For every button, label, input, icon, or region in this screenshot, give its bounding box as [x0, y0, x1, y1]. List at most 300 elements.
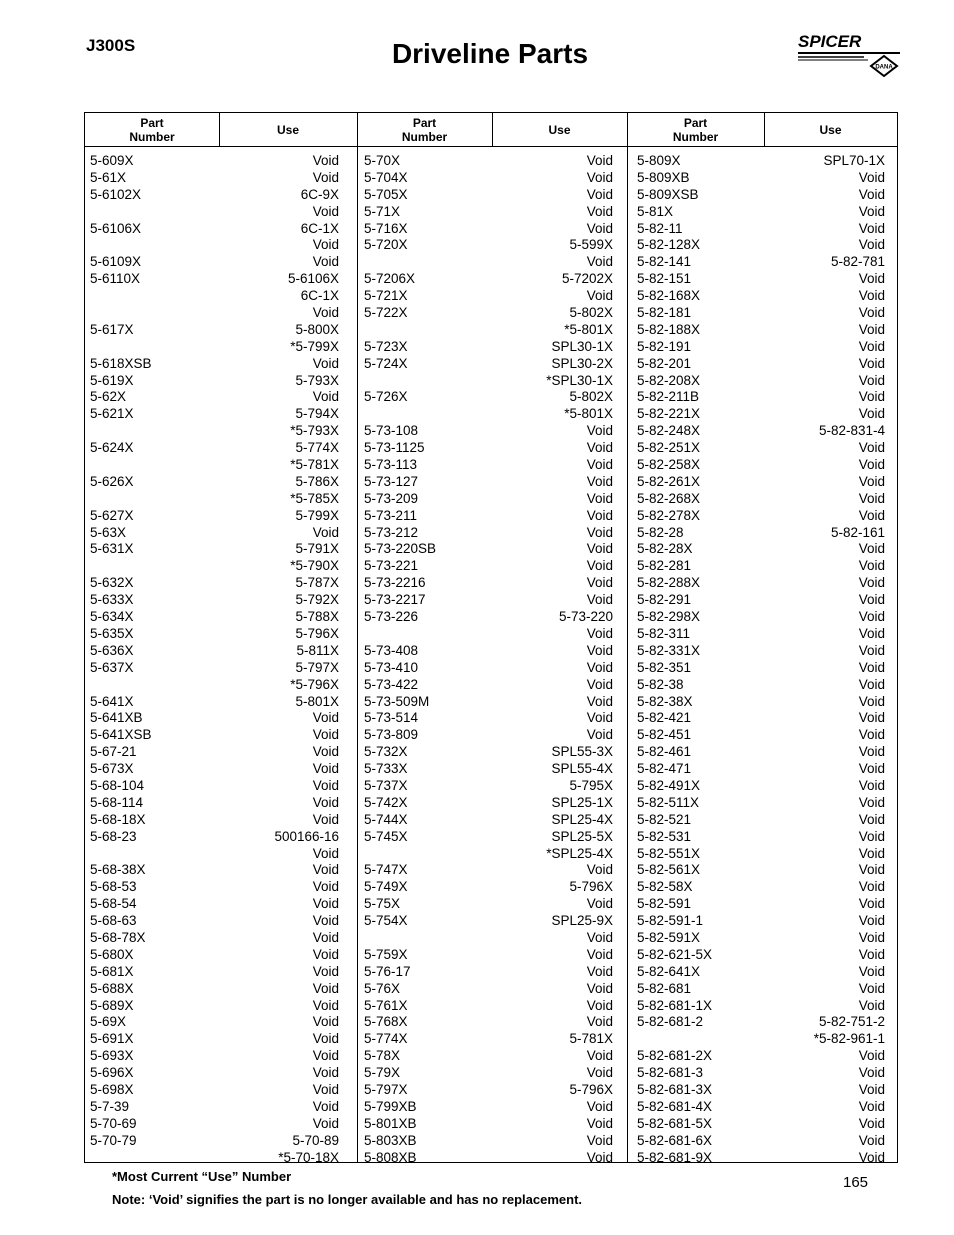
table-row: [637, 288, 885, 305]
part-number: 5-726X: [364, 389, 408, 405]
use-value: Void: [312, 811, 339, 827]
use-value: Void: [586, 1048, 613, 1064]
use-value: Void: [858, 761, 885, 777]
part-number: 5-82-288X: [637, 575, 701, 591]
use-value: 5-799X: [295, 507, 339, 523]
part-number: 5-82-641X: [637, 963, 701, 979]
table-row: [364, 727, 613, 744]
use-value: Void: [858, 541, 885, 557]
part-number: 5-82-168X: [637, 288, 701, 304]
use-value: Void: [858, 811, 885, 827]
use-value: Void: [858, 237, 885, 253]
part-number: 5-82-298X: [637, 609, 701, 625]
table-row: [90, 964, 339, 981]
part-number: 5-799XB: [364, 1098, 417, 1114]
use-value: Void: [312, 727, 339, 743]
table-row: [364, 457, 613, 474]
use-value: Void: [312, 1115, 339, 1131]
header-part-number-2: Part Number: [401, 115, 448, 144]
table-row: [364, 1082, 613, 1099]
part-number: 5-82-268X: [637, 490, 701, 506]
table-row: [364, 710, 613, 727]
page-title: Driveline Parts: [391, 38, 589, 69]
part-number: 5-624X: [90, 440, 134, 456]
use-value: SPL25-5X: [551, 828, 613, 844]
table-row: [364, 694, 613, 711]
header-use-1: Use: [276, 122, 299, 137]
use-value: 5-781X: [569, 1031, 613, 1047]
table-row: [90, 1031, 339, 1048]
part-number: 5-62X: [90, 389, 127, 405]
table-row: [637, 727, 885, 744]
part-number: 5-67-21: [90, 744, 137, 760]
part-number: 5-82-681: [637, 980, 692, 996]
table-row: [90, 187, 339, 204]
use-value: Void: [858, 575, 885, 591]
part-number: 5-761X: [364, 997, 408, 1013]
part-number: 5-82-141: [637, 254, 692, 270]
use-value: Void: [858, 507, 885, 523]
table-row: [90, 373, 339, 390]
use-value: Void: [858, 305, 885, 321]
part-number: 5-7-39: [90, 1098, 130, 1114]
header-divider: [219, 113, 220, 146]
table-row: [364, 440, 613, 457]
table-row: [90, 1116, 339, 1133]
table-row: [364, 508, 613, 525]
use-value: Void: [858, 440, 885, 456]
part-number: 5-70-79: [90, 1132, 137, 1148]
use-value: 5-73-220: [558, 609, 613, 625]
table-row: [637, 1150, 885, 1167]
use-value: Void: [586, 963, 613, 979]
table-row: [364, 541, 613, 558]
table-row: [637, 575, 885, 592]
table-row: [90, 558, 339, 575]
use-value: *5-785X: [290, 490, 339, 506]
part-number: 5-724X: [364, 355, 408, 371]
table-row: [637, 896, 885, 913]
page-number: 165: [843, 1174, 869, 1191]
part-number: 5-723X: [364, 338, 408, 354]
table-row: [637, 643, 885, 660]
table-row: [364, 829, 613, 846]
use-value: Void: [586, 997, 613, 1013]
part-number: 5-704X: [364, 169, 408, 185]
part-number: 5-82-128X: [637, 237, 701, 253]
use-value: Void: [858, 845, 885, 861]
table-row: [364, 1014, 613, 1031]
use-value: 5-794X: [295, 406, 339, 422]
table-row: [637, 879, 885, 896]
use-value: 5-70-89: [292, 1132, 339, 1148]
use-value: Void: [858, 389, 885, 405]
use-value: Void: [312, 862, 339, 878]
part-number: 5-82-351: [637, 659, 692, 675]
table-row: [364, 1150, 613, 1167]
table-row: [364, 1116, 613, 1133]
use-value: Void: [858, 220, 885, 236]
use-value: Void: [858, 1132, 885, 1148]
use-value: SPL70-1X: [823, 153, 885, 168]
part-number: 5-82-251X: [637, 440, 701, 456]
part-number: 5-82-191: [637, 338, 692, 354]
table-row: [364, 288, 613, 305]
use-value: Void: [858, 203, 885, 219]
table-row: [90, 913, 339, 930]
part-number: 5-619X: [90, 372, 134, 388]
table-row: [364, 322, 613, 339]
use-value: 5-82-831-4: [818, 423, 885, 439]
use-value: 5-797X: [295, 659, 339, 675]
table-row: [637, 812, 885, 829]
part-number: 5-617X: [90, 321, 134, 337]
use-value: Void: [858, 980, 885, 996]
part-number: 5-7206X: [364, 271, 416, 287]
use-value: Void: [586, 524, 613, 540]
part-number: 5-680X: [90, 946, 134, 962]
part-number: 5-68-38X: [90, 862, 146, 878]
part-number: 5-68-104: [90, 777, 145, 793]
part-number: 5-82-681-4X: [637, 1098, 713, 1114]
table-row: [364, 389, 613, 406]
use-value: Void: [858, 1149, 885, 1165]
part-number: 5-634X: [90, 609, 134, 625]
part-number: 5-82-38X: [637, 693, 693, 709]
parts-column-3: [637, 153, 885, 1166]
part-number: 5-73-226: [364, 609, 419, 625]
table-row: [364, 170, 613, 187]
spicer-logo-text: SPICER: [798, 32, 862, 51]
part-number: 5-631X: [90, 541, 134, 557]
use-value: Void: [312, 896, 339, 912]
use-value: *5-70-18X: [278, 1149, 339, 1165]
table-row: [637, 1116, 885, 1133]
table-row: [637, 1048, 885, 1065]
use-value: Void: [312, 710, 339, 726]
use-value: Void: [858, 1081, 885, 1097]
table-row: [637, 271, 885, 288]
use-value: Void: [858, 710, 885, 726]
use-value: Void: [586, 1132, 613, 1148]
part-number: 5-63X: [90, 524, 127, 540]
part-number: 5-774X: [364, 1031, 408, 1047]
table-row: [364, 1065, 613, 1082]
parts-column-2: [364, 153, 613, 1166]
part-number: 5-82-181: [637, 305, 692, 321]
table-row: [90, 710, 339, 727]
use-value: Void: [586, 676, 613, 692]
table-row: [90, 440, 339, 457]
part-number: 5-635X: [90, 625, 134, 641]
use-value: Void: [312, 744, 339, 760]
use-value: Void: [858, 457, 885, 473]
part-number: 5-809XB: [637, 169, 690, 185]
header-part-number-3: Part Number: [672, 115, 719, 144]
table-row: [637, 626, 885, 643]
table-row: [637, 170, 885, 187]
header-use-3: Use: [819, 122, 842, 137]
part-number: 5-82-151: [637, 271, 692, 287]
table-row: [637, 541, 885, 558]
use-value: Void: [858, 609, 885, 625]
part-number: 5-82-681-3X: [637, 1081, 713, 1097]
use-value: Void: [586, 1014, 613, 1030]
part-number: 5-744X: [364, 811, 408, 827]
table-row: [364, 812, 613, 829]
use-value: Void: [586, 288, 613, 304]
part-number: 5-808XB: [364, 1149, 417, 1165]
use-value: Void: [858, 862, 885, 878]
part-number: 5-82-681-6X: [637, 1132, 713, 1148]
use-value: Void: [586, 186, 613, 202]
use-value: Void: [858, 828, 885, 844]
use-value: Void: [586, 473, 613, 489]
use-value: *5-796X: [290, 676, 339, 692]
use-value: *5-82-961-1: [813, 1031, 885, 1047]
part-number: 5-641X: [90, 693, 134, 709]
part-number: 5-76-17: [364, 963, 411, 979]
use-value: Void: [586, 1115, 613, 1131]
table-row: [90, 508, 339, 525]
part-number: 5-82-681-3: [637, 1065, 704, 1081]
use-value: SPL25-1X: [551, 794, 613, 810]
part-number: 5-82-681-2: [637, 1014, 704, 1030]
table-row: [90, 998, 339, 1015]
use-value: Void: [586, 1098, 613, 1114]
table-row: [364, 846, 613, 863]
part-number: 5-82-331X: [637, 642, 701, 658]
table-row: [637, 1014, 885, 1031]
use-value: Void: [312, 963, 339, 979]
part-number: 5-73-220SB: [364, 541, 437, 557]
part-number: 5-73-221: [364, 558, 419, 574]
table-row: [364, 964, 613, 981]
use-value: Void: [312, 997, 339, 1013]
table-row: [364, 795, 613, 812]
part-number: 5-82-58X: [637, 879, 693, 895]
part-number: 5-82-208X: [637, 372, 701, 388]
table-row: [637, 406, 885, 423]
table-row: [90, 1099, 339, 1116]
part-number: 5-82-311: [637, 625, 691, 641]
part-number: 5-809X: [637, 153, 681, 168]
table-row: [637, 1031, 885, 1048]
use-value: Void: [858, 693, 885, 709]
use-value: 5-795X: [569, 777, 613, 793]
use-value: 5-787X: [295, 575, 339, 591]
part-number: 5-82-591X: [637, 929, 701, 945]
table-row: [637, 592, 885, 609]
table-row: [90, 541, 339, 558]
table-row: [364, 660, 613, 677]
table-row: [364, 525, 613, 542]
use-value: Void: [312, 389, 339, 405]
use-value: 5-792X: [295, 592, 339, 608]
use-value: 5-801X: [295, 693, 339, 709]
use-value: Void: [858, 355, 885, 371]
table-row: [90, 1133, 339, 1150]
table-row: [90, 322, 339, 339]
table-row: [364, 1099, 613, 1116]
use-value: Void: [858, 659, 885, 675]
use-value: SPL30-1X: [551, 338, 613, 354]
table-row: [364, 643, 613, 660]
table-row: [637, 660, 885, 677]
use-value: Void: [858, 1048, 885, 1064]
table-row: [364, 254, 613, 271]
use-value: Void: [312, 1065, 339, 1081]
use-value: Void: [586, 659, 613, 675]
table-row: [637, 829, 885, 846]
table-row: [637, 322, 885, 339]
table-row: [90, 930, 339, 947]
use-value: 6C-9X: [300, 186, 339, 202]
table-row: [637, 964, 885, 981]
table-row: [637, 1082, 885, 1099]
use-value: Void: [858, 676, 885, 692]
part-number: 5-722X: [364, 305, 408, 321]
use-value: 5-786X: [295, 473, 339, 489]
use-value: Void: [858, 288, 885, 304]
use-value: Void: [312, 203, 339, 219]
part-number: 5-78X: [364, 1048, 401, 1064]
part-number: 5-73-108: [364, 423, 419, 439]
table-row: [90, 221, 339, 238]
part-number: 5-70-69: [90, 1115, 137, 1131]
use-value: SPL25-9X: [551, 913, 613, 929]
use-value: Void: [586, 220, 613, 236]
table-row: [364, 1048, 613, 1065]
use-value: Void: [312, 254, 339, 270]
part-number: 5-768X: [364, 1014, 408, 1030]
use-value: Void: [858, 338, 885, 354]
table-row: [90, 981, 339, 998]
table-row: [90, 170, 339, 187]
part-number: 5-691X: [90, 1031, 134, 1047]
use-value: Void: [586, 203, 613, 219]
use-value: Void: [858, 879, 885, 895]
part-number: 5-82-261X: [637, 473, 701, 489]
parts-column-1: [90, 153, 339, 1166]
part-number: 5-6106X: [90, 220, 142, 236]
use-value: Void: [586, 153, 613, 168]
use-value: Void: [858, 997, 885, 1013]
use-value: Void: [312, 1048, 339, 1064]
use-value: Void: [858, 1065, 885, 1081]
part-number: 5-82-531: [637, 828, 692, 844]
table-row: [364, 221, 613, 238]
part-number: 5-689X: [90, 997, 134, 1013]
use-value: Void: [586, 541, 613, 557]
part-number: 5-627X: [90, 507, 134, 523]
use-value: Void: [312, 169, 339, 185]
table-row: [90, 727, 339, 744]
use-value: Void: [858, 929, 885, 945]
table-row: [90, 356, 339, 373]
table-row: [364, 491, 613, 508]
table-row: [90, 525, 339, 542]
table-row: [364, 626, 613, 643]
part-number: 5-688X: [90, 980, 134, 996]
table-row: [364, 677, 613, 694]
table-row: [90, 406, 339, 423]
table-row: [637, 981, 885, 998]
part-number: 5-641XB: [90, 710, 143, 726]
part-number: 5-621X: [90, 406, 134, 422]
table-row: [637, 339, 885, 356]
use-value: Void: [858, 169, 885, 185]
table-row: [90, 778, 339, 795]
table-row: [364, 862, 613, 879]
table-row: [90, 288, 339, 305]
part-number: 5-721X: [364, 288, 408, 304]
use-value: Void: [586, 254, 613, 270]
part-number: 5-632X: [90, 575, 134, 591]
table-row: [364, 930, 613, 947]
table-row: [637, 694, 885, 711]
part-number: 5-82-511X: [637, 794, 700, 810]
use-value: SPL25-4X: [551, 811, 613, 827]
part-number: 5-73-410: [364, 659, 419, 675]
table-row: [364, 913, 613, 930]
part-number: 5-68-78X: [90, 929, 146, 945]
part-number: 5-754X: [364, 913, 408, 929]
table-row: [364, 998, 613, 1015]
part-number: 5-673X: [90, 761, 134, 777]
table-row: [90, 643, 339, 660]
table-row: [637, 846, 885, 863]
part-number: 5-73-422: [364, 676, 419, 692]
part-number: 5-82-471: [637, 761, 692, 777]
table-row: [364, 271, 613, 288]
use-value: Void: [858, 777, 885, 793]
use-value: Void: [586, 710, 613, 726]
void-note: Note: ‘Void’ signifies the part is no longer available and has no replacement.: [112, 1192, 583, 1207]
part-number: 5-73-1125: [364, 440, 425, 456]
use-value: Void: [586, 169, 613, 185]
part-number: 5-82-28X: [637, 541, 693, 557]
use-value: Void: [858, 406, 885, 422]
part-number: 5-82-278X: [637, 507, 701, 523]
use-value: Void: [858, 625, 885, 641]
part-number: 5-73-113: [364, 457, 418, 473]
table-row: [364, 947, 613, 964]
use-value: 6C-1X: [300, 220, 339, 236]
column-divider: [627, 113, 628, 1162]
table-row: [364, 373, 613, 390]
table-row: [364, 609, 613, 626]
use-value: Void: [858, 913, 885, 929]
part-number: 5-609X: [90, 153, 134, 168]
part-number: 5-82-38: [637, 676, 684, 692]
part-number: 5-73-514: [364, 710, 419, 726]
use-value: Void: [586, 625, 613, 641]
part-number: 5-737X: [364, 777, 408, 793]
table-row: [637, 1133, 885, 1150]
part-number: 5-742X: [364, 794, 408, 810]
dana-logo-text: DANA: [875, 64, 893, 71]
use-value: Void: [586, 862, 613, 878]
use-value: Void: [312, 1031, 339, 1047]
table-row: [364, 1133, 613, 1150]
use-value: Void: [858, 186, 885, 202]
use-value: Void: [312, 794, 339, 810]
use-value: 5-800X: [295, 321, 339, 337]
use-value: Void: [858, 744, 885, 760]
use-value: Void: [858, 372, 885, 388]
table-row: [364, 981, 613, 998]
